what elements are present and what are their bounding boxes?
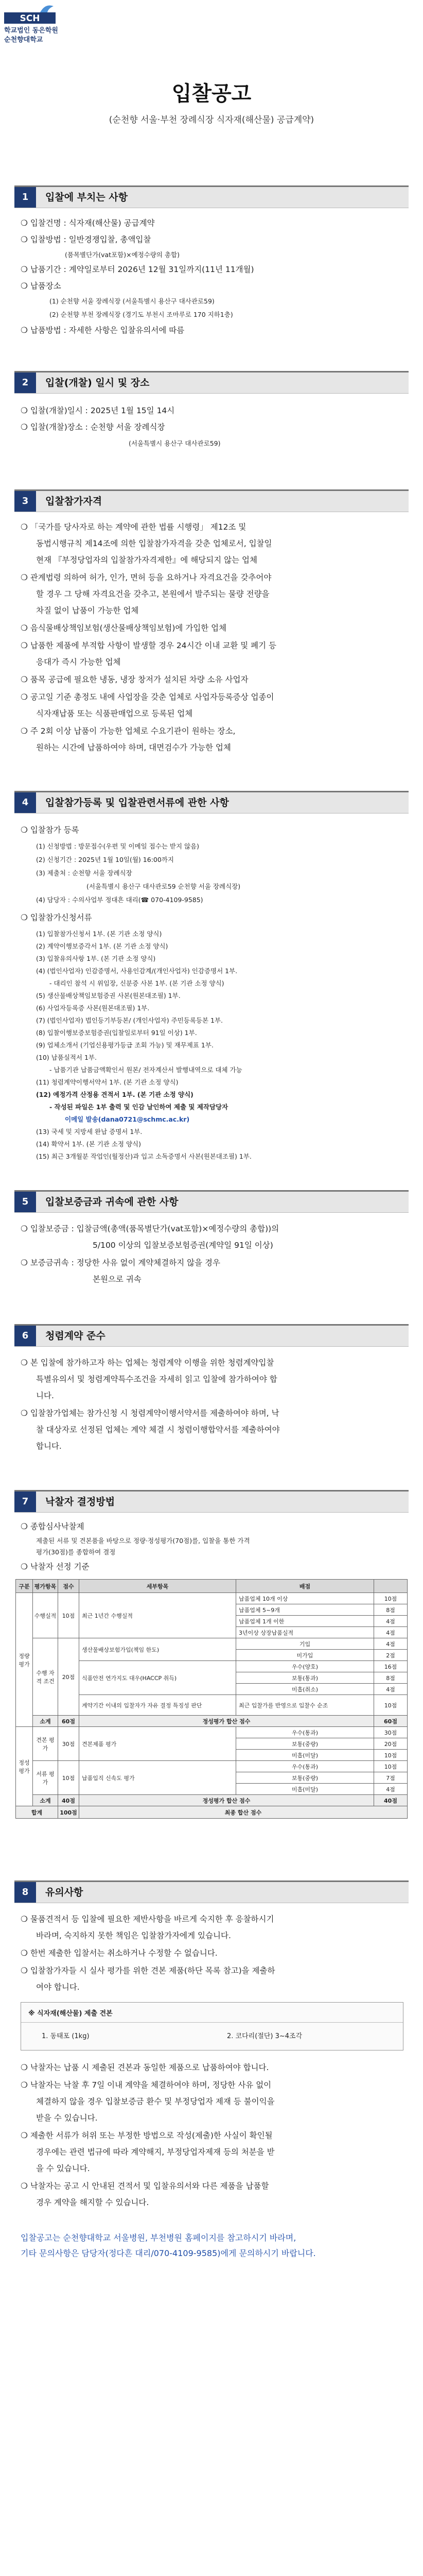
s3-line: 동법시행규칙 제14조에 의한 입찰참가자격을 갖춘 업체로서, 입찰일 (36, 539, 272, 548)
col-header (374, 1580, 408, 1593)
section-label: 입찰참가등록 및 입찰관련서류에 관한 사항 (45, 797, 229, 808)
s4-doc-line: (2) 계약이행보증각서 1부. (본 기관 소정 양식) (36, 942, 168, 950)
section-number: 4 (14, 792, 36, 813)
s7-line: 평가(30점)를 종합하여 결정 (36, 1548, 116, 1556)
detail-cell: 최근 1년간 수행실적 (79, 1593, 236, 1638)
subtotal-desc: 정성평가 합산 점수 (79, 1795, 374, 1806)
s7-line: ❍ 낙찰자 선정 기준 (21, 1562, 90, 1571)
score-cell: 10점 (58, 1761, 79, 1795)
evaluation-table (15, 1579, 408, 1819)
points-cell: 16점 (374, 1661, 408, 1672)
s3-line: 응대가 즉시 가능한 업체 (36, 657, 121, 667)
s4-doc-line: (3) 입찰유의사항 1부. (본 기관 소정 양식) (36, 955, 156, 962)
score-cell: 30점 (58, 1727, 79, 1761)
group-label: 정량평가 (16, 1593, 33, 1727)
col-header: 배점 (236, 1580, 374, 1593)
s6-line: ❍ 본 입찰에 참가하고자 하는 업체는 청렴계약 이행을 위한 청렴계약입찰 (21, 1358, 274, 1367)
subtotal-points: 60점 (374, 1716, 408, 1727)
score-cell: 20점 (58, 1638, 79, 1716)
criteria-cell: 보통(중량) (236, 1772, 374, 1784)
s4-line: ❍ 입찰참가 등록 (21, 825, 79, 835)
section-header-1 (14, 185, 409, 208)
s4-doc-line: (9) 업체소개서 (기업신용평가등급 조회 가능) 및 재무제표 1부. (36, 1041, 214, 1049)
s3-line: 차질 없이 납품이 가능한 업체 (36, 606, 139, 615)
section-number: 1 (14, 187, 36, 208)
criteria-cell: 보통(중량) (236, 1738, 374, 1750)
criteria-cell: 우수(통과) (236, 1727, 374, 1738)
sample-item: 2. 코다리(절단) 3~4조각 (227, 2032, 303, 2040)
col-header: 구분 (16, 1580, 33, 1593)
points-cell: 4점 (374, 1784, 408, 1795)
section-number: 2 (14, 372, 36, 393)
sub-label: 견본 평가 (33, 1727, 58, 1761)
footer-line: 기타 문의사항은 담당자(정다흔 대리/070-4109-9585)에게 문의하시기 바랍니다. (21, 2248, 316, 2258)
subtotal-score: 40점 (58, 1795, 79, 1806)
points-cell: 30점 (374, 1727, 408, 1738)
sub-label: 서류 평가 (33, 1761, 58, 1795)
s3-line: 원하는 시간에 납품하여야 하며, 대면검수가 가능한 업체 (36, 743, 231, 752)
s4-line: (서울특별시 용산구 대사관로59 순천향 서울 장례식장) (86, 883, 241, 890)
section-label: 낙찰자 결정방법 (45, 1496, 115, 1507)
detail-cell: 계약기간 이내의 입찰자가 자유 결정 특징성 판단 (79, 1695, 236, 1716)
s8-line: ❍ 한번 제출한 입찰서는 취소하거나 수정할 수 없습니다. (21, 1948, 218, 1958)
criteria-cell: 우수(양호) (236, 1661, 374, 1672)
org-logo (0, 0, 62, 44)
s3-line: ❍ 음식물배상책임보험(생산물배상책임보험)에 가입한 업체 (21, 623, 227, 633)
section-header-4 (14, 791, 409, 814)
s4-line: (2) 신청기간 : 2025년 1월 10일(월) 16:00까지 (36, 856, 174, 863)
subtotal-label: 소계 (33, 1795, 58, 1806)
s4-doc-line: (15) 최근 3개월분 작업인(월정산)과 입고 소독증명서 사본(원본대조필) 1부. (36, 1153, 252, 1160)
s4-doc-line: (12) 예정가격 산정용 견적서 1부. (본 기관 소정 양식) (36, 1091, 193, 1098)
points-cell: 10점 (374, 1750, 408, 1761)
criteria-cell: 기입 (236, 1638, 374, 1650)
points-cell: 10점 (374, 1593, 408, 1604)
s5-line: ❍ 입찰보증금 : 입찰금액(총액(품목별단가(vat포함)×예정수량의 총합))의 (21, 1224, 279, 1233)
s3-line: ❍ 납품한 제품에 부적합 사항이 발생할 경우 24시간 이내 교환 및 폐기 등 (21, 641, 277, 650)
s2-line: ❍ 입찰(개찰)장소 : 순천향 서울 장례식장 (21, 422, 165, 432)
points-cell: 7점 (374, 1772, 408, 1784)
s1-line: ❍ 납품방법 : 자세한 사항은 입찰유의서에 따름 (21, 326, 185, 335)
section-label: 입찰(개찰) 일시 및 장소 (45, 377, 150, 388)
s6-line: 합니다. (36, 1442, 62, 1451)
logo-text: SCH (20, 13, 40, 24)
s4-doc-line: (8) 입찰이행보증보험증권(입찰일로부터 91일 이상) 1부. (36, 1029, 197, 1037)
sample-divider (21, 2022, 403, 2023)
s6-line: ❍ 입찰참가업체는 참가신청 시 청렴계약이행서약서를 제출하여야 하며, 낙 (21, 1409, 279, 1418)
total-desc: 최종 합산 점수 (79, 1806, 408, 1819)
s4-line: (1) 신청방법 : 방문접수(우편 및 이메일 접수는 받지 않음) (36, 842, 200, 850)
s8-line: ❍ 낙찰자는 낙찰 후 7일 이내 계약을 체결하여야 하며, 정당한 사유 없이 (21, 2080, 272, 2090)
criteria-cell: 최근 입찰가를 반영으로 입찰수 순조 (236, 1695, 374, 1716)
s4-doc-line: - 대리인 참석 시 위임장, 신분증 사본 1부. (본 기관 소정 양식) (49, 979, 224, 987)
criteria-cell: 미흡(미달) (236, 1784, 374, 1795)
org-name-line2: 순천향대학교 (4, 36, 43, 44)
points-cell: 2점 (374, 1650, 408, 1661)
criteria-cell: 납품업체 5~9개 (236, 1604, 374, 1616)
s4-line: (3) 제출처 : 순천향 서울 장례식장 (36, 869, 132, 877)
criteria-cell: 3년이상 상장납품실적 (236, 1627, 374, 1638)
s3-line: ❍ 「국가를 당사자로 하는 계약에 관한 법률 시행령」 제12조 및 (21, 522, 246, 532)
detail-cell: 생산물배상보험가입(책임 한도) (79, 1638, 236, 1661)
section-label: 입찰에 부치는 사항 (45, 192, 128, 203)
points-cell: 8점 (374, 1672, 408, 1684)
points-cell: 4점 (374, 1616, 408, 1627)
criteria-cell: 미흡(미달) (236, 1750, 374, 1761)
s1-line: (1) 순천향 서울 장례식장 (서울특별시 용산구 대사관로59) (49, 297, 215, 305)
points-cell: 8점 (374, 1604, 408, 1616)
s5-line: 본원으로 귀속 (93, 1275, 142, 1284)
s8-line: 을 수 있습니다. (36, 2164, 90, 2173)
s6-line: 특별유의서 및 청렴계약특수조건을 자세히 읽고 입찰에 참가하여야 합 (36, 1375, 277, 1384)
s8-line: ❍ 제출한 서류가 허위 또는 부정한 방법으로 작성(제출)한 사실이 확인될 (21, 2131, 273, 2140)
s4-doc-line: - 작성된 파일은 1부 출력 및 인감 날인하여 제출 및 제작담당자 (49, 1103, 228, 1111)
sample-title: ※ 식자재(해산물) 제출 견본 (28, 2010, 113, 2018)
s6-line: 니다. (36, 1391, 54, 1400)
s8-line: 경우에는 관련 법규에 따라 계약해지, 부정당업자제재 등의 처분을 받 (36, 2147, 275, 2157)
section-number: 3 (14, 491, 36, 512)
detail-cell: 식품안전 연가지도 대우(HACCP 취득) (79, 1661, 236, 1695)
section-header-7 (14, 1490, 409, 1513)
s8-line: ❍ 낙찰자는 납품 시 제출된 견본과 동일한 제품으로 납품하여야 합니다. (21, 2063, 269, 2072)
section-number: 6 (14, 1326, 36, 1346)
col-header: 세부항목 (79, 1580, 236, 1593)
s4-doc-line: (11) 청렴계약이행서약서 1부. (본 기관 소정 양식) (36, 1078, 179, 1086)
s3-line: ❍ 공고일 기준 총정도 내에 사업장을 갖춘 업체로 사업자등록증상 업종이 (21, 692, 274, 702)
section-label: 입찰참가자격 (45, 496, 102, 507)
points-cell: 4점 (374, 1684, 408, 1695)
s4-doc-line: (4) (법인사업자) 인감증명서, 사용인감계/(개인사업자) 인감증명서 1부. (36, 967, 238, 975)
section-header-5 (14, 1190, 409, 1213)
section-label: 입찰보증금과 귀속에 관한 사항 (45, 1196, 179, 1208)
col-header: 점수 (58, 1580, 79, 1593)
sub-label: 수행실적 (33, 1593, 58, 1638)
s4-doc-line: (6) 사업자등록증 사본(원본대조필) 1부. (36, 1004, 150, 1012)
s3-line: 현재 『부정당업자의 입찰참가자격제한』에 해당되지 않는 업체 (36, 555, 257, 565)
subtotal-points: 40점 (374, 1795, 408, 1806)
points-cell: 4점 (374, 1627, 408, 1638)
s8-line: 여야 합니다. (36, 1982, 80, 1992)
criteria-cell: 납품업체 10개 이상 (236, 1593, 374, 1604)
footer-line: 입찰공고는 순천향대학교 서울병원, 부천병원 홈페이지를 참고하시기 바라며, (21, 2233, 296, 2243)
sch-logo-icon (4, 3, 56, 24)
detail-cell: 견본제품 평가 (79, 1727, 236, 1761)
s8-line: ❍ 낙찰자는 공고 시 안내된 견적서 및 입찰유의서와 다른 제품을 납품할 (21, 2181, 269, 2191)
criteria-cell: 우수(통과) (236, 1761, 374, 1772)
points-cell: 4점 (374, 1638, 408, 1650)
s2-line: ❍ 입찰(개찰)일시 : 2025년 1월 15일 14시 (21, 406, 175, 415)
page-title: 입찰공고 (171, 82, 252, 106)
s3-line: 할 경우 그 당해 자격요건을 갖추고, 본원에서 발주되는 물량 전량을 (36, 589, 270, 599)
points-cell: 10점 (374, 1761, 408, 1772)
points-cell: 20점 (374, 1738, 408, 1750)
s4-doc-line: (1) 입찰참가신청서 1부. (본 기관 소정 양식) (36, 930, 162, 938)
s5-line: ❍ 보증금귀속 : 정당한 사유 없이 계약체결하지 않을 경우 (21, 1258, 220, 1267)
section-label: 유의사항 (45, 1887, 83, 1898)
subtotal-desc: 정성평가 합산 점수 (79, 1716, 374, 1727)
col-header: 평가항목 (33, 1580, 58, 1593)
score-cell: 10점 (58, 1593, 79, 1638)
s1-line: ❍ 입찰방법 : 일반경쟁입찰, 총액입찰 (21, 235, 151, 244)
s6-line: 찰 대상자로 선정된 업체는 계약 체결 시 청렴이행합약서를 제출하여야 (36, 1425, 280, 1434)
subtotal-label: 소계 (33, 1716, 58, 1727)
s3-line: ❍ 품목 공급에 필요한 냉동, 냉장 창저가 설치된 차량 소유 사업자 (21, 675, 249, 684)
page-subtitle: (순천향 서울·부천 장례식장 식자재(해산물) 공급계약) (109, 115, 314, 125)
s3-line: ❍ 주 2회 이상 납품이 가능한 업체로 수요기관이 원하는 장소, (21, 726, 236, 736)
section-header-6 (14, 1324, 409, 1347)
s8-line: 바라며, 숙지하지 못한 책임은 입찰참가자에게 있습니다. (36, 1931, 231, 1940)
criteria-cell: 납품업체 1개 이한 (236, 1616, 374, 1627)
s2-line: (서울특별시 용산구 대사관로59) (129, 439, 221, 447)
s4-doc-line: - 납품기관 납품금액확인서 원본/ 전자계산서 발행내역으로 대체 가능 (49, 1066, 242, 1074)
criteria-cell: 보통(통과) (236, 1672, 374, 1684)
s1-line: (2) 순천향 부천 장례식장 (경기도 부천시 조마루로 170 지하1층) (49, 311, 233, 318)
s4-line: ❍ 입찰참가신청서류 (21, 913, 92, 922)
total-label: 합계 (16, 1806, 58, 1819)
sample-box (21, 2002, 403, 2050)
group-label: 정성평가 (16, 1727, 33, 1806)
email-link[interactable]: 이메일 발송(dana0721@schmc.ac.kr) (65, 1115, 190, 1123)
s8-line: 체결하지 않을 경우 입찰보증금 환수 및 부정당업자 제재 등 불이익을 (36, 2097, 275, 2106)
section-number: 5 (14, 1192, 36, 1212)
section-label: 청렴계약 준수 (45, 1330, 105, 1342)
s4-doc-line: (5) 생산물배상책임보험증권 사본(원본대조필) 1부. (36, 992, 181, 999)
sample-item: 1. 동태포 (1kg) (42, 2032, 90, 2040)
section-header-3 (14, 489, 409, 512)
section-number: 7 (14, 1492, 36, 1512)
section-header-8 (14, 1880, 409, 1903)
s3-line: 식자재납품 또는 식품판매업으로 등록된 업체 (36, 709, 193, 718)
s4-doc-line: (14) 확약서 1부. (본 기관 소정 양식) (36, 1140, 142, 1148)
s3-line: ❍ 관계법령 의하여 허가, 인가, 면허 등을 요하거나 자격요건을 갖추어야 (21, 573, 272, 582)
sub-label: 수행 자격 조건 (33, 1638, 58, 1716)
s4-line: (4) 담당자 : 수의사업부 정대흔 대리(☎ 070-4109-9585) (36, 896, 203, 904)
criteria-cell: 미가입 (236, 1650, 374, 1661)
s4-doc-line: (10) 납품실적서 1부. (36, 1054, 97, 1061)
s8-line: ❍ 물품견적서 등 입찰에 필요한 제반사항을 바르게 숙지한 후 응찰하시기 (21, 1914, 274, 1924)
points-cell: 10점 (374, 1695, 408, 1716)
s8-line: 받을 수 있습니다. (36, 2113, 98, 2123)
s1-line: ❍ 납품기간 : 계약일로부터 2026년 12월 31일까지(11년 11개월) (21, 265, 254, 274)
subtotal-score: 60점 (58, 1716, 79, 1727)
s4-doc-line: (7) (법인사업자) 법인등기부등본/ (개인사업자) 주민등록등본 1부. (36, 1016, 223, 1024)
total-score: 100점 (58, 1806, 79, 1819)
s7-line: ❍ 종합심사낙찰제 (21, 1522, 84, 1531)
s7-line: 제출된 서류 및 견본품을 바탕으로 정량·정성평가(70점)를, 입찰을 통한 가격 (36, 1537, 250, 1545)
s8-line: ❍ 입찰참가자들 시 실사 평가를 위한 견본 제품(하단 목록 참고)을 제출하 (21, 1966, 275, 1975)
s5-line: 5/100 이상의 입찰보증보험증권(계약일 91일 이상) (93, 1241, 273, 1250)
s8-line: 경우 계약을 해지할 수 있습니다. (36, 2198, 149, 2207)
s4-doc-line: (13) 국세 및 지방세 완납 증명서 1부. (36, 1128, 143, 1136)
criteria-cell: 미흡(취소) (236, 1684, 374, 1695)
s1-line: (품목별단가(vat포함)×예정수량의 총합) (65, 251, 180, 259)
org-name-line1: 학교법인 동은학원 (4, 27, 58, 35)
s1-line: ❍ 납품장소 (21, 281, 61, 291)
s1-line: ❍ 입찰건명 : 식자재(해산물) 공급계약 (21, 218, 155, 228)
section-header-2 (14, 371, 409, 394)
section-number: 8 (14, 1882, 36, 1903)
detail-cell: 납품입직 신속도 평가 (79, 1761, 236, 1795)
